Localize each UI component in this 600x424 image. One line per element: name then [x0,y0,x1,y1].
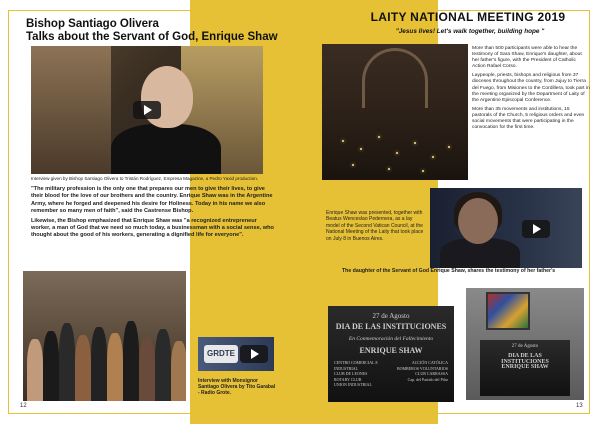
candle-light [378,136,380,138]
person-figure [91,327,107,401]
plaque-name: ENRIQUE SHAW [501,364,549,370]
candle-light [352,164,354,166]
page-title: LAITY NATIONAL MEETING 2019 [370,10,566,24]
page-subtitle: "Jesus lives! Let's walk together, building hope " [395,28,545,35]
testimony-video[interactable] [430,188,582,268]
plaque-date: 27 de Agosto [372,312,410,320]
candle-light [396,152,398,154]
person-figure [171,341,186,401]
candle-light [448,146,450,148]
person-figure [107,333,123,401]
candle-light [360,148,362,150]
speaker-figure [458,198,498,244]
enrique-shaw-presentation: Enrique Shaw was presented, together with Beatus Wenceslao Pedernera, as a lay model of the Second Vatican Council, at the National Meeting of the Laity that took place on July 8 in Buenos Aires. [326,210,424,242]
candle-light [422,170,424,172]
person-figure [155,329,171,401]
right-page [300,0,600,424]
radio-video-caption: Interview with Monsignor Santiago Olivera by Tito Garabal - Radio Grote. [198,378,276,397]
play-icon[interactable] [240,345,268,363]
plaque-with-stained-glass-photo [466,288,584,400]
person-figure [43,331,59,401]
article-title [26,18,286,44]
plaque-date: 27 de Agosto [511,344,539,349]
bishop-interview-video[interactable] [31,46,263,174]
article-title-line-1: Bishop Santiago Olivera [26,18,159,30]
paragraph: Laypeople, priests, bishops and religious from 37 dioceses throughout the country, from Jujuy to Tierra del Fuego, from Misiones to the Cordillera, took part in the meeting organized by the Department of Laity of the Argentine Episcopal Conference. [472,73,590,103]
radio-logo: GRDTE [204,345,238,363]
church-arch [362,48,428,108]
person-figure [75,335,91,401]
candle-light [342,140,344,142]
plaque-line: En Conmemoración del Fallecimiento [348,336,434,342]
church-photo [322,44,468,180]
page-number: 12 [20,403,27,409]
group-photo [23,271,186,401]
video-background [31,46,111,174]
quote-paragraph: "The military profession is the only one that prepares our men to give their lives, to give their blood for the love of our brothers and the country. Enrique Shaw was in the Argentine Army, where he forged and deepened his desire for Holiness. Today in his name we also remember so many men of faith", said the Castrense Bishop. [31,186,273,215]
candle-light [388,168,390,170]
memorial-plaque-1 [328,306,454,402]
paragraph: More than 35 movements and institutions, 15 pastorals of the Church, 5 religious orders and even social movements that were participating in the convocation for the first time. [472,106,585,131]
bishop-figure [111,124,221,174]
quote-paragraph: Likewise, the Bishop emphasized that Enrique Shaw was "a recognized entrepreneur worker, a man of God that we need so much today, a businessman with a social sense, who thought about the good of his workers, generating a dignified life for everyone". [31,217,274,239]
memorial-plaque-2 [480,340,570,396]
stained-glass-window [486,292,530,330]
paragraph: More than 500 participants were able to hear the testimony of Sara Shaw, Enrique's daughter, about her father's figure, with the President of Catholic Action Rafael Corso. [472,46,582,70]
plaque-orgs: CENTRO COMERCIAL E INDUSTRIAL CLUB DE LEONES ROTARY CLUB UNION INDUSTRIAL [334,360,378,387]
article-title-line-2: Talks about the Servant of God, Enrique Shaw [26,31,278,43]
testimony-caption: The daughter of the Servant of God Enrique Shaw, shares the testimony of her father's [342,268,556,274]
page-number: 13 [576,403,583,409]
person-figure [27,339,43,401]
plaque-orgs: ACCIÓN CATÓLICA BOMBEROS VOLUNTARIOS CLUB CARRASSA Cap. del Partido del Pilar [396,360,448,382]
person-figure [139,337,155,401]
plaque-title: DIA DE LAS INSTITUCIONES [501,353,549,365]
quote-block [31,186,276,242]
play-icon[interactable] [522,220,550,238]
play-icon[interactable] [133,101,161,119]
radio-interview-video[interactable] [198,337,274,371]
candle-light [414,142,416,144]
meeting-description [472,46,590,134]
candle-light [432,156,434,158]
video-caption: Interview given by Bishop Santiago Olivera to Tristán Rodríguez, Empresa Magazine, a Pedro Yaxid production. [31,176,259,181]
person-figure [123,321,139,401]
person-figure [59,323,75,401]
plaque-title: DIA DE LAS INSTITUCIONES [335,322,447,331]
plaque-name: ENRIQUE SHAW [359,346,423,355]
